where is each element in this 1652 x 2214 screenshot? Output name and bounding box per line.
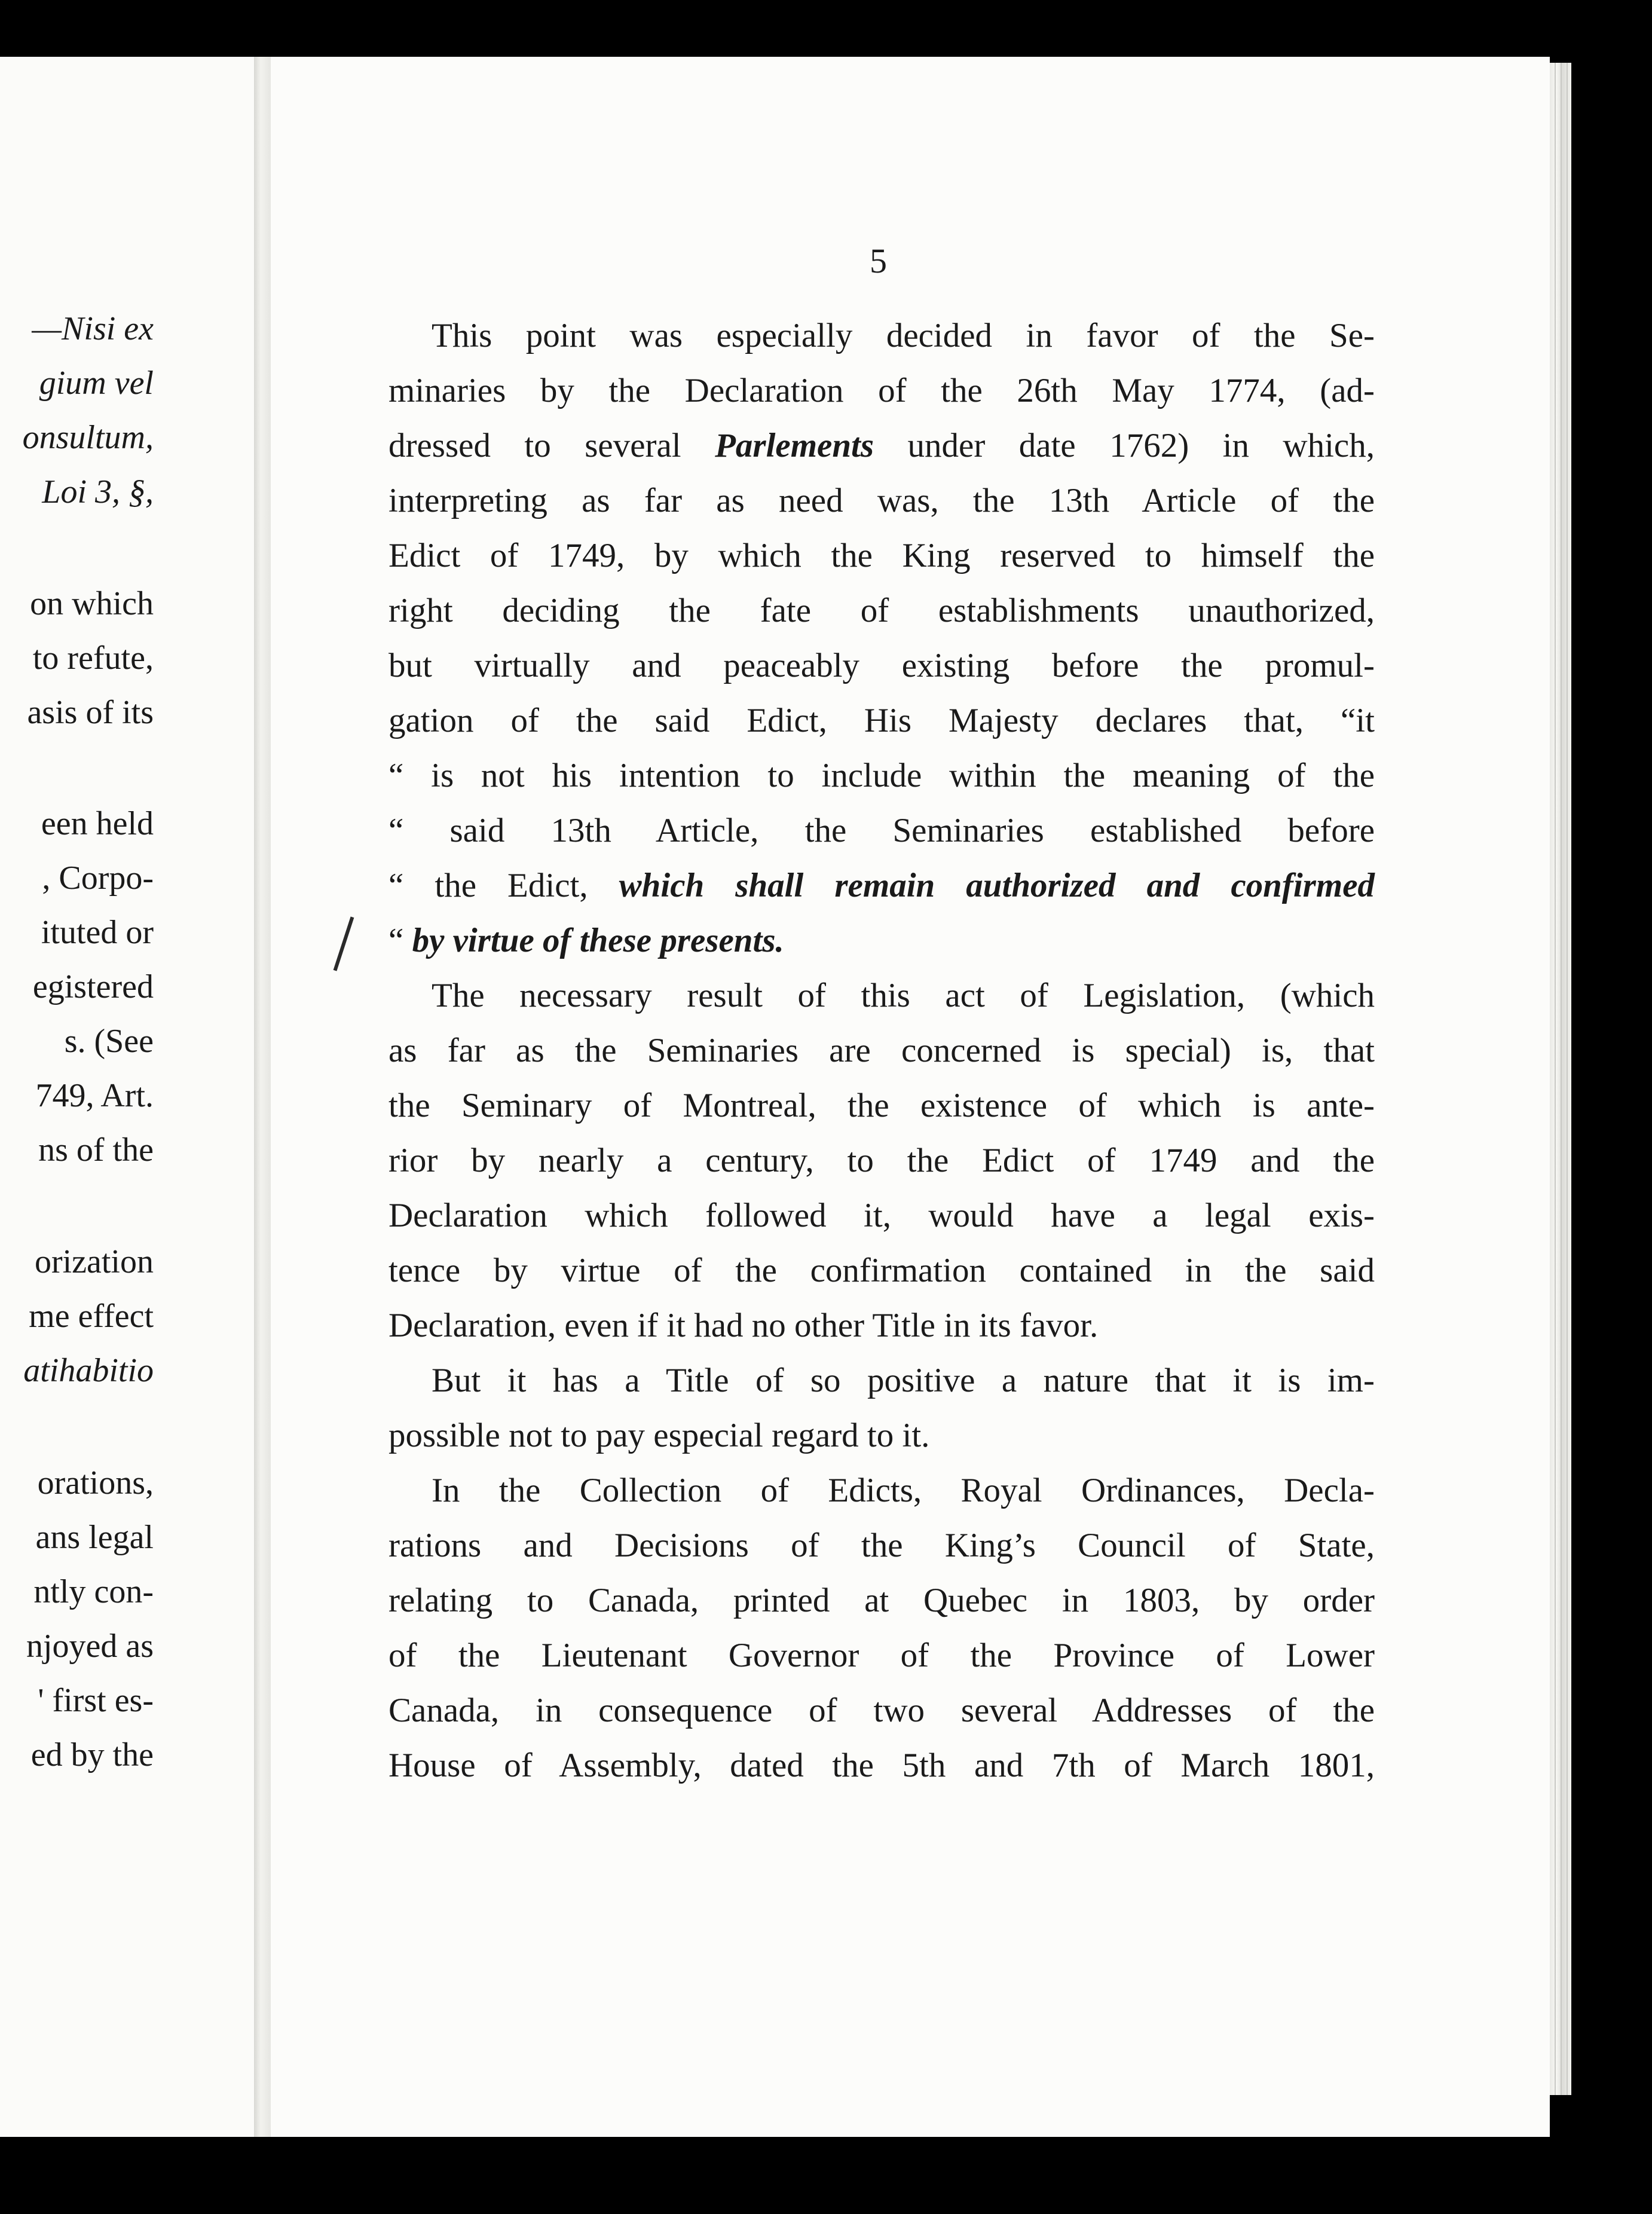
text-line bbox=[388, 1417, 1375, 1455]
text-run: “ the Edict, bbox=[388, 867, 619, 904]
left-page-line: ntly con- bbox=[33, 1573, 154, 1610]
left-page-line: Loi 3, §, bbox=[42, 473, 154, 510]
text-line bbox=[388, 757, 1375, 795]
left-page-line: me effect bbox=[29, 1298, 154, 1335]
text-line bbox=[388, 1692, 1375, 1730]
text-line bbox=[388, 592, 1375, 630]
emphasized-text: Parlements bbox=[715, 427, 874, 464]
text-run: “ bbox=[388, 922, 412, 959]
left-page-line: gium vel bbox=[39, 365, 154, 402]
text-run: In the Collection of Edicts, Royal Ordinances, Decla- bbox=[432, 1472, 1375, 1509]
text-run: “ is not his intention to include within the meaning of the bbox=[388, 757, 1375, 794]
text-run: under date 1762) in which, bbox=[874, 427, 1375, 464]
page-number: 5 bbox=[870, 241, 887, 280]
text-run: The necessary result of this act of Legislation, (which bbox=[432, 977, 1375, 1014]
left-page-line: asis of its bbox=[27, 694, 154, 731]
text-run: the Seminary of Montreal, the existence of which is ante- bbox=[388, 1087, 1375, 1124]
text-run: But it has a Title of so positive a nature that it is im- bbox=[432, 1362, 1375, 1399]
text-run: Canada, in consequence of two several Addresses of the bbox=[388, 1692, 1375, 1729]
left-page-line: s. (See bbox=[64, 1023, 154, 1060]
text-line bbox=[432, 1362, 1375, 1400]
left-page-line: , Corpo- bbox=[42, 860, 154, 897]
text-run: interpreting as far as need was, the 13th Article of the bbox=[388, 482, 1375, 519]
text-line bbox=[388, 1197, 1375, 1235]
page-edges bbox=[1550, 63, 1571, 2095]
text-line bbox=[388, 372, 1375, 410]
text-run: Declaration which followed it, would have a legal exis- bbox=[388, 1197, 1375, 1234]
text-line bbox=[388, 1032, 1375, 1070]
text-run: House of Assembly, dated the 5th and 7th of March 1801, bbox=[388, 1747, 1375, 1784]
text-run: rior by nearly a century, to the Edict of 1749 and the bbox=[388, 1142, 1375, 1179]
left-page-line: atihabitio bbox=[23, 1352, 154, 1389]
text-run: tence by virtue of the confirmation contained in the said bbox=[388, 1252, 1375, 1289]
text-line bbox=[388, 1087, 1375, 1125]
left-page-line: ituted or bbox=[41, 914, 154, 951]
left-page-line: ns of the bbox=[38, 1132, 154, 1169]
text-line bbox=[388, 812, 1375, 850]
left-page-line: ans legal bbox=[35, 1519, 154, 1556]
text-line bbox=[432, 1472, 1375, 1510]
text-run: rations and Decisions of the King’s Council of State, bbox=[388, 1527, 1375, 1564]
left-page-line: 749, Art. bbox=[35, 1077, 154, 1114]
text-run: relating to Canada, printed at Quebec in 1803, by order bbox=[388, 1582, 1375, 1619]
left-page-line: orization bbox=[34, 1243, 154, 1280]
text-run: possible not to pay especial regard to it. bbox=[388, 1417, 930, 1454]
text-line bbox=[388, 1582, 1375, 1620]
text-line bbox=[388, 427, 1375, 465]
left-page-line: njoyed as bbox=[26, 1628, 154, 1665]
text-line bbox=[388, 1747, 1375, 1785]
emphasized-text: which shall remain authorized and confirmed bbox=[619, 867, 1375, 904]
text-run: gation of the said Edict, His Majesty declares that, “it bbox=[388, 702, 1375, 739]
left-page-line: egistered bbox=[32, 968, 154, 1005]
text-run: Edict of 1749, by which the King reserved to himself the bbox=[388, 537, 1375, 574]
book-gutter bbox=[254, 57, 271, 2137]
emphasized-text: by virtue of these presents. bbox=[412, 922, 784, 959]
text-line bbox=[388, 1142, 1375, 1180]
text-run: “ said 13th Article, the Seminaries established before bbox=[388, 812, 1375, 849]
text-run: This point was especially decided in favor of the Se- bbox=[432, 317, 1375, 354]
text-line bbox=[388, 482, 1375, 520]
text-line bbox=[388, 1527, 1375, 1565]
left-page-line: een held bbox=[41, 805, 154, 842]
text-line bbox=[388, 1252, 1375, 1290]
text-run: Declaration, even if it had no other Title in its favor. bbox=[388, 1307, 1099, 1344]
left-page-line: on which bbox=[30, 585, 154, 622]
left-page-line: orations, bbox=[37, 1464, 154, 1502]
text-run: of the Lieutenant Governor of the Province of Lower bbox=[388, 1637, 1375, 1674]
text-run: as far as the Seminaries are concerned is special) is, that bbox=[388, 1032, 1375, 1069]
text-run: dressed to several bbox=[388, 427, 715, 464]
left-page-line: to refute, bbox=[32, 640, 154, 677]
text-run: right deciding the fate of establishments unauthorized, bbox=[388, 592, 1375, 629]
left-page-line: ' first es- bbox=[38, 1682, 154, 1719]
text-run: but virtually and peaceably existing before the promul- bbox=[388, 647, 1375, 684]
left-page-line: —Nisi ex bbox=[32, 310, 154, 347]
text-line bbox=[388, 702, 1375, 740]
text-line bbox=[432, 317, 1375, 355]
left-page-line: onsultum, bbox=[22, 419, 154, 456]
text-line bbox=[388, 922, 1375, 960]
left-page bbox=[0, 57, 254, 2137]
left-page-line: ed by the bbox=[30, 1736, 154, 1773]
text-run: minaries by the Declaration of the 26th May 1774, (ad- bbox=[388, 372, 1375, 409]
text-line bbox=[388, 1307, 1375, 1345]
text-line bbox=[432, 977, 1375, 1015]
text-line bbox=[388, 1637, 1375, 1675]
text-line bbox=[388, 537, 1375, 575]
text-line bbox=[388, 867, 1375, 905]
text-line bbox=[388, 647, 1375, 685]
